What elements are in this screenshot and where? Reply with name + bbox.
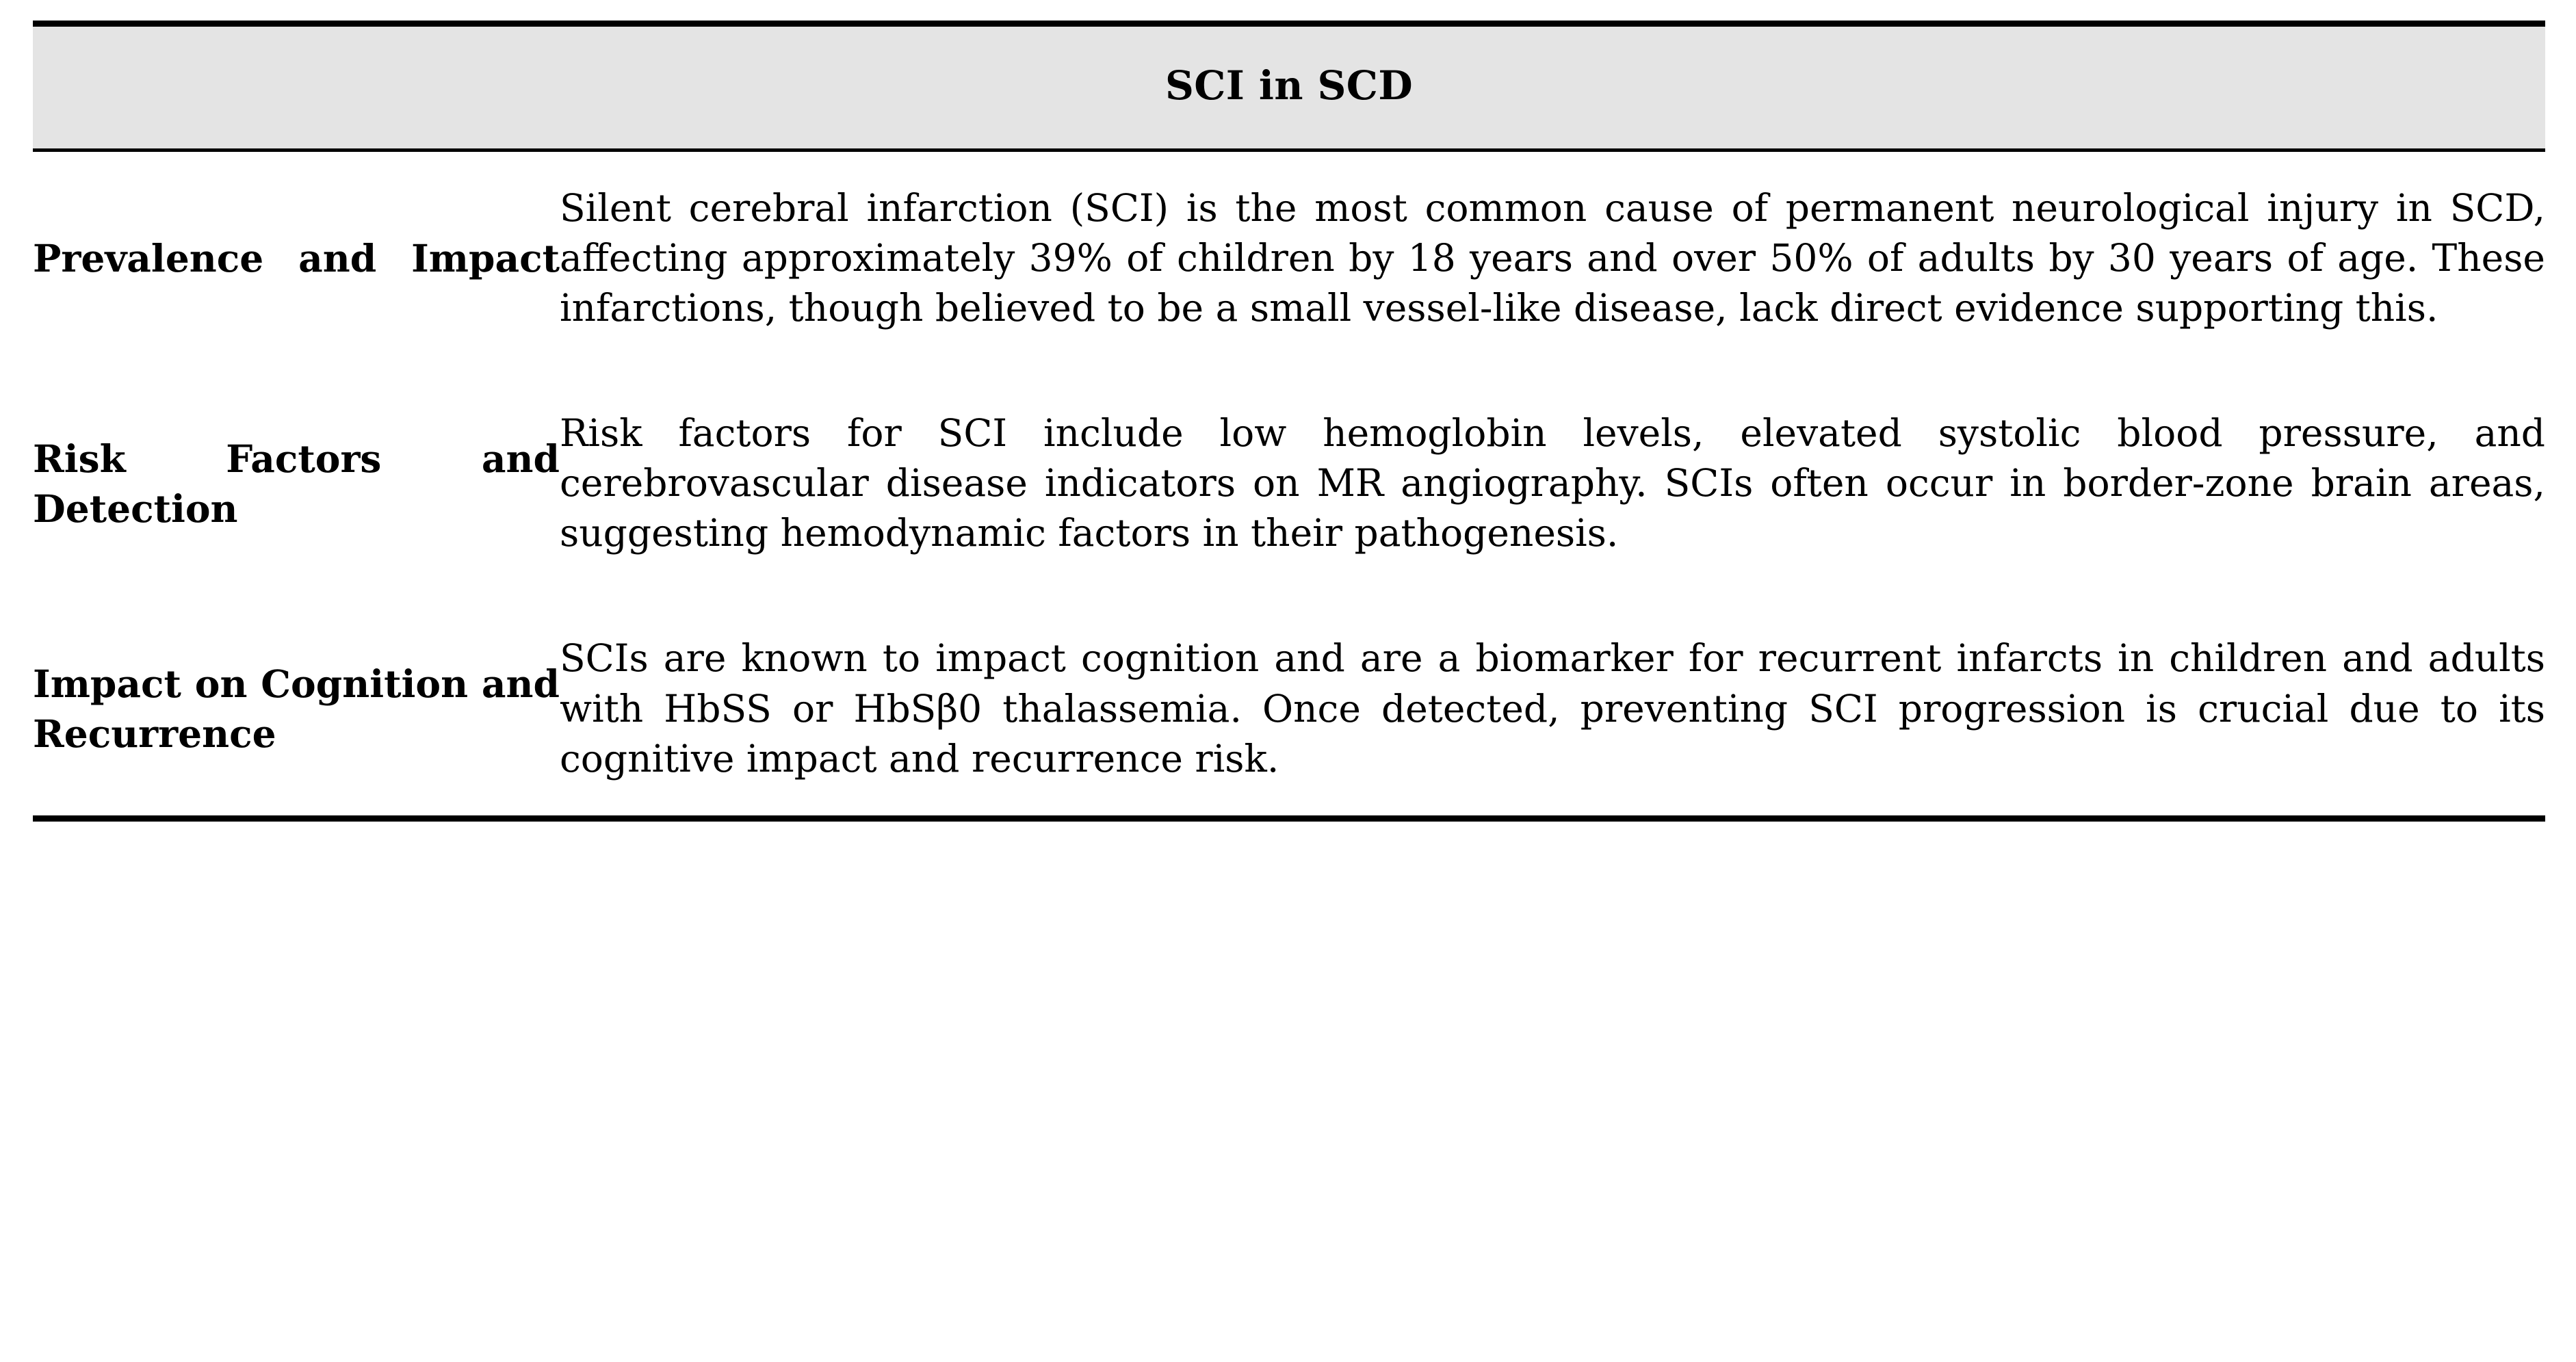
row-label-text: Prevalence and Impact (33, 235, 560, 280)
row-label (33, 377, 560, 590)
row-label (33, 152, 560, 365)
table-bottom-rule (33, 818, 2545, 822)
row-label-text: Risk Factors and Detection (33, 436, 560, 531)
row-spacer (33, 365, 2545, 377)
table-header-row (33, 27, 2545, 150)
row-description: Risk factors for SCI include low hemoglobin levels, elevated systolic blood pressure, and cerebrovascular disease indicators on MR angiography. SCIs often occur in border-zone brain areas, suggesting hemodynamic factors in their pathogenesis. (560, 411, 2545, 555)
row-spacer (33, 590, 2545, 602)
sci-in-scd-table (33, 21, 2545, 822)
table-row (33, 377, 2545, 590)
table-title: SCI in SCD (33, 27, 2545, 150)
table-row (33, 602, 2545, 818)
row-label (33, 602, 560, 818)
row-description: Silent cerebral infarction (SCI) is the most common cause of permanent neurological injury in SCD, affecting approximately 39% of children by 18 years and over 50% of adults by 30 years of age. These infarctions, though believed to be a small vessel-like disease, lack direct evidence supporting this. (560, 185, 2545, 330)
row-label-text: Impact on Cognition and Recurrence (33, 662, 560, 757)
table-row (33, 152, 2545, 365)
row-description: SCIs are known to impact cognition and are a biomarker for recurrent infarcts in children and adults with HbSS or HbSβ0 thalassemia. Once detected, preventing SCI progression is crucial due to its cognitive impact and recurrence risk. (560, 636, 2545, 781)
